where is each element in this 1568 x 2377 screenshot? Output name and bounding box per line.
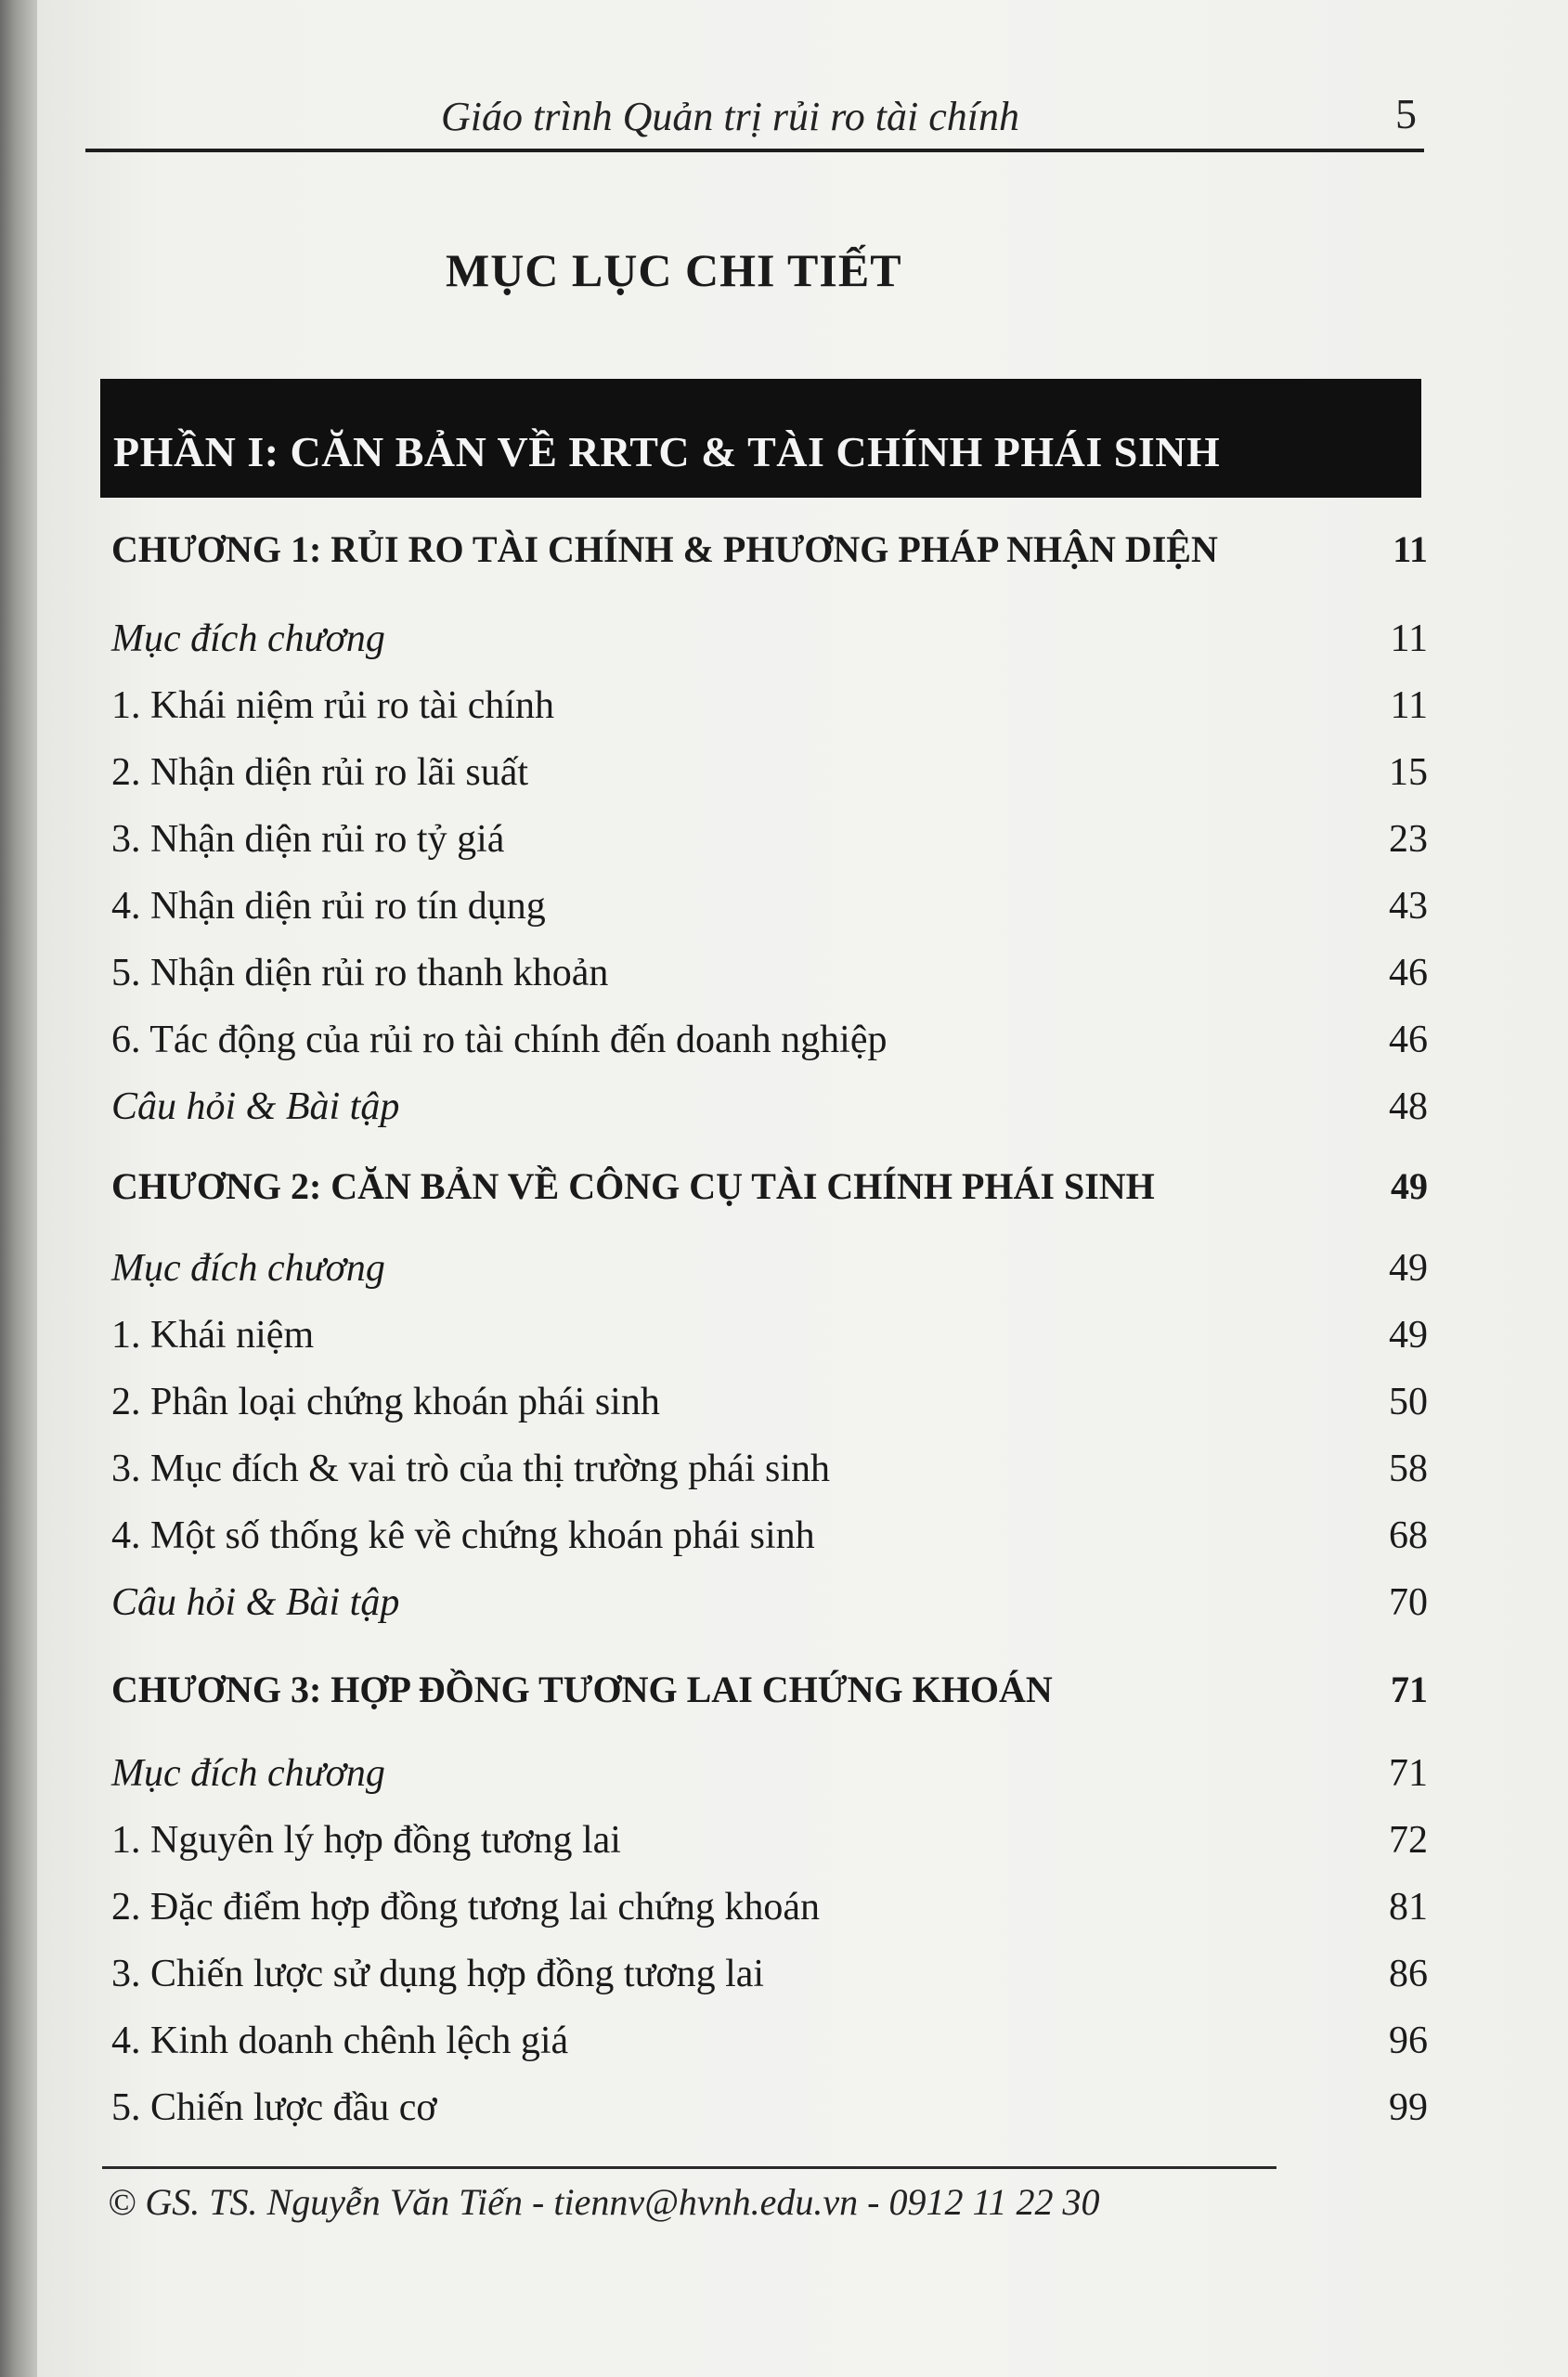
toc-title: MỤC LỤC CHI TIẾT [446,244,902,296]
footer-rule [102,2166,1276,2169]
toc-entry-page: 11 [1390,684,1428,727]
toc-entry-page: 71 [1389,1752,1428,1795]
toc-entry-page: 50 [1389,1381,1428,1423]
toc-entry-page: 68 [1389,1514,1428,1557]
toc-entry-page: 86 [1389,1953,1428,1995]
toc-item-row [111,1818,1428,1874]
toc-item-row [111,1885,1428,1941]
toc-item-row [111,1513,1428,1569]
toc-entry-page: 49 [1389,1314,1428,1357]
toc-entry-page: 81 [1389,1886,1428,1929]
part-label: PHẦN I: CĂN BẢN VỀ RRTC & TÀI CHÍNH PHÁI SINH [113,428,1221,475]
toc-item-row [111,2085,1428,2141]
book-page [37,0,1568,2377]
toc-entry-page: 11 [1390,617,1428,660]
toc-italic-row [111,1085,1428,1140]
toc-italic-row [111,1580,1428,1636]
footer-credit: © GS. TS. Nguyễn Văn Tiến - tiennv@hvnh.edu.vn - 0912 11 22 30 [108,2181,1100,2223]
toc-entry-page: 99 [1389,2086,1428,2129]
toc-entry-page: 48 [1389,1085,1428,1128]
toc-entry-page: 15 [1389,751,1428,794]
toc-entry-label: 3. Chiến lược sử dụng hợp đồng tương lai [111,1953,765,1995]
toc-entry-label: Mục đích chương [111,1752,385,1795]
toc-entry-label: 6. Tác động của rủi ro tài chính đến doanh nghiệp [111,1019,888,1061]
toc-item-row [111,1952,1428,2007]
book-spine-shadow [0,0,39,2377]
toc-entry-page: 71 [1391,1669,1428,1710]
toc-entry-label: Mục đích chương [111,617,385,660]
toc-entry-label: 4. Nhận diện rủi ro tín dụng [111,885,546,928]
toc-entry-page: 49 [1391,1165,1428,1207]
toc-entry-label: Câu hỏi & Bài tập [111,1581,400,1624]
toc-entry-page: 96 [1389,2020,1428,2062]
toc-entry-page: 43 [1389,885,1428,928]
toc-entry-page: 49 [1389,1247,1428,1290]
toc-entry-label: CHƯƠNG 2: CĂN BẢN VỀ CÔNG CỤ TÀI CHÍNH PHÁI SINH [111,1165,1155,1207]
toc-item-row [111,951,1428,1007]
toc-item-row [111,1018,1428,1073]
toc-entry-label: 3. Nhận diện rủi ro tỷ giá [111,818,505,861]
toc-item-row [111,750,1428,806]
toc-entry-label: 2. Phân loại chứng khoán phái sinh [111,1381,660,1423]
toc-entry-label: 1. Khái niệm rủi ro tài chính [111,684,555,727]
toc-entry-page: 46 [1389,952,1428,994]
toc-entry-label: 1. Nguyên lý hợp đồng tương lai [111,1819,621,1862]
toc-item-row [111,1313,1428,1369]
toc-entry-label: 5. Chiến lược đầu cơ [111,2086,437,2129]
toc-entry-label: 2. Nhận diện rủi ro lãi suất [111,751,529,794]
toc-list [37,0,1568,2377]
toc-item-row [111,683,1428,739]
toc-entry-label: 2. Đặc điểm hợp đồng tương lai chứng khoán [111,1886,820,1929]
toc-entry-label: Mục đích chương [111,1247,385,1290]
toc-chapter-row [111,527,1428,583]
toc-entry-label: 4. Kinh doanh chênh lệch giá [111,2020,569,2062]
toc-entry-page: 72 [1389,1819,1428,1862]
toc-item-row [111,1380,1428,1435]
toc-item-row [111,2019,1428,2074]
toc-italic-row [111,617,1428,672]
running-head: Giáo trình Quản trị rủi ro tài chính [441,94,1019,139]
toc-entry-label: CHƯƠNG 3: HỢP ĐỒNG TƯƠNG LAI CHỨNG KHOÁN [111,1669,1053,1710]
toc-entry-label: 1. Khái niệm [111,1314,315,1357]
toc-italic-row [111,1246,1428,1302]
toc-item-row [111,884,1428,940]
toc-chapter-row [111,1668,1428,1723]
toc-entry-page: 23 [1389,818,1428,861]
toc-chapter-row [111,1164,1428,1220]
toc-item-row [111,817,1428,873]
toc-entry-label: 3. Mục đích & vai trò của thị trường phái sinh [111,1448,831,1490]
toc-entry-page: 58 [1389,1448,1428,1490]
toc-entry-page: 11 [1393,528,1428,570]
toc-entry-label: 5. Nhận diện rủi ro thanh khoản [111,952,609,994]
toc-entry-label: 4. Một số thống kê về chứng khoán phái sinh [111,1514,815,1557]
toc-italic-row [111,1751,1428,1807]
page-number: 5 [1395,90,1417,137]
toc-entry-label: Câu hỏi & Bài tập [111,1085,400,1128]
toc-entry-label: CHƯƠNG 1: RỦI RO TÀI CHÍNH & PHƯƠNG PHÁP NHẬN DIỆN [111,528,1218,570]
toc-entry-page: 70 [1389,1581,1428,1624]
toc-item-row [111,1447,1428,1502]
toc-entry-page: 46 [1389,1019,1428,1061]
